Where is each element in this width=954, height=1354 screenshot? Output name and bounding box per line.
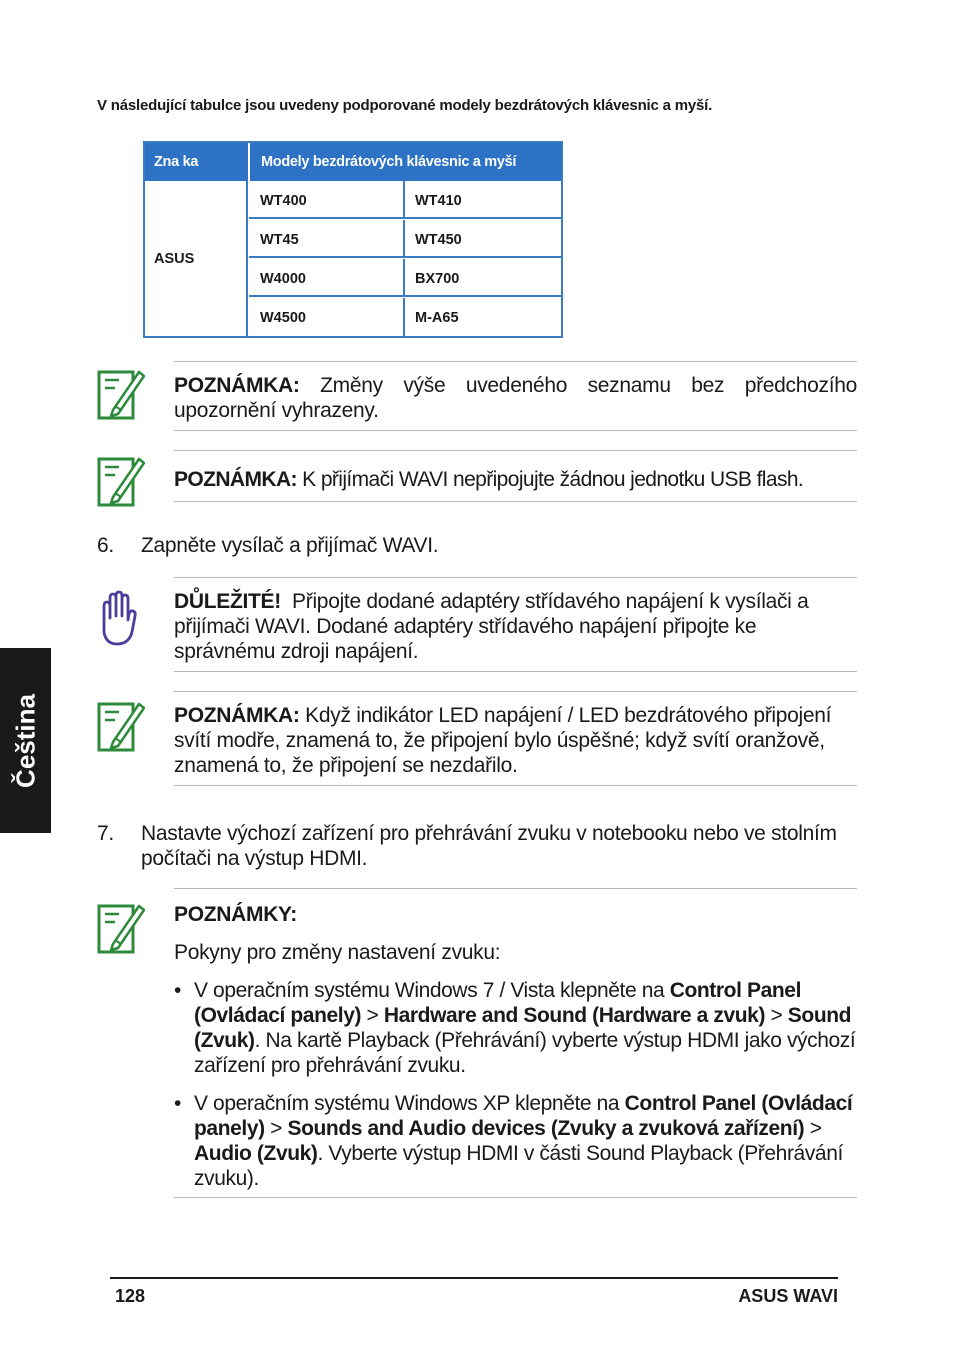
important-note <box>174 589 857 664</box>
step-6-text: Zapněte vysílač a přijímač WAVI. <box>141 534 439 557</box>
notes-label: POZNÁMKY: <box>174 903 297 926</box>
divider <box>174 430 857 431</box>
bullet-text: . Vyberte výstup HDMI v části Sound Playback (Přehrávání zvuku). <box>194 1142 843 1190</box>
bullet-text: V operačním systému Windows 7 / Vista klepněte na <box>194 979 670 1002</box>
step-6-number: 6. <box>97 534 114 557</box>
bullet-bold: Sounds and Audio devices (Zvuky a zvuková zařízení) <box>287 1117 805 1140</box>
divider <box>174 450 857 451</box>
side-tab-label: Čeština <box>10 693 40 788</box>
table-cell: WT450 <box>405 220 561 258</box>
footer-rule <box>110 1277 838 1279</box>
step-7-number: 7. <box>97 822 114 845</box>
note-pencil-icon <box>97 366 145 422</box>
bullet-dot: • <box>174 1092 181 1115</box>
notes-intro: Pokyny pro změny nastavení zvuku: <box>174 941 501 964</box>
table-cell: WT410 <box>405 181 561 219</box>
note-3 <box>174 703 857 778</box>
note-1 <box>174 373 857 423</box>
bullet-sep: > <box>765 1004 788 1027</box>
header-brand: Zna ka <box>145 143 248 181</box>
note-body: Když indikátor LED napájení / LED bezdrátového připojení svítí modře, znamená to, že připojení bylo úspěšné; když svítí oranžově, znamená to, že připojení se nezdařilo. <box>174 704 832 777</box>
page-number: 128 <box>115 1286 146 1306</box>
note-label: POZNÁMKA: <box>174 468 297 491</box>
list-item <box>174 1091 857 1191</box>
models-table <box>143 141 563 338</box>
table-cell: WT400 <box>249 181 405 219</box>
divider <box>174 671 857 672</box>
product-name: ASUS WAVI <box>738 1286 838 1306</box>
bullet-list <box>174 978 857 1191</box>
bullet-bold: Sound (Zvuk) <box>194 1004 852 1052</box>
important-body: Připojte dodané adaptéry střídavého napájení k vysílači a přijímači WAVI. Dodané adaptéry střídavého napájení připojte ke správnému zdroji napájení. <box>174 590 809 663</box>
header-models: Modely bezdrátových klávesnic a myší <box>249 143 561 181</box>
bullet-bold: Hardware and Sound (Hardware a zvuk) <box>383 1004 766 1027</box>
intro-text: V následující tabulce jsou uvedeny podporované modely bezdrátových klávesnic a myší. <box>97 97 713 114</box>
important-label: DŮLEŽITÉ! <box>174 590 281 613</box>
bullet-bold: Control Panel (Ovládací panely) <box>194 979 801 1027</box>
divider <box>174 785 857 786</box>
important-hand-icon <box>96 590 140 648</box>
step-7-text: Nastavte výchozí zařízení pro přehrávání zvuku v notebooku nebo ve stolním počítači na výstup HDMI. <box>141 822 837 870</box>
note-label: POZNÁMKA: <box>174 374 300 397</box>
table-cell: W4000 <box>249 259 405 297</box>
note-body: Změny výše uvedeného seznamu bez předchozího upozornění vyhrazeny. <box>174 374 857 422</box>
divider <box>174 501 857 502</box>
table-cell: WT45 <box>249 220 405 258</box>
note-pencil-icon <box>97 698 145 754</box>
note-pencil-icon <box>97 900 145 956</box>
bullet-bold: Control Panel (Ovládací panely) <box>194 1092 853 1140</box>
divider <box>174 1197 857 1198</box>
table-cell: W4500 <box>249 298 405 336</box>
bullet-dot: • <box>174 979 181 1002</box>
bullet-sep: > <box>804 1117 822 1140</box>
note-pencil-icon <box>97 453 145 509</box>
bullet-sep: > <box>264 1117 288 1140</box>
brand-cell: ASUS <box>145 181 248 336</box>
note-2 <box>174 467 864 492</box>
bullet-text: . Na kartě Playback (Přehrávání) vyberte výstup HDMI jako výchozí zařízení pro přehrávání zvuku. <box>194 1029 856 1077</box>
divider <box>174 361 857 362</box>
divider <box>174 888 857 889</box>
bullet-text: V operačním systému Windows XP klepněte na <box>194 1092 625 1115</box>
table-cell: BX700 <box>405 259 561 297</box>
divider <box>174 577 857 578</box>
bullet-sep: > <box>361 1004 384 1027</box>
divider <box>174 691 857 692</box>
note-body: K přijímači WAVI nepřipojujte žádnou jednotku USB flash. <box>302 468 804 491</box>
table-cell: M-A65 <box>415 310 459 326</box>
note-label: POZNÁMKA: <box>174 704 300 727</box>
list-item <box>174 978 857 1078</box>
bullet-bold: Audio (Zvuk) <box>194 1142 318 1165</box>
language-side-tab <box>0 648 51 833</box>
